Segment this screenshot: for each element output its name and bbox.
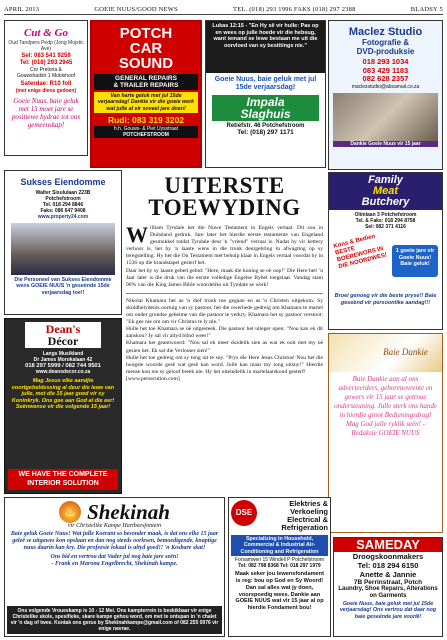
impala-logo: Impala Slaghuis (212, 95, 319, 121)
shekinah-title: Shekinah (87, 500, 170, 524)
dse-electrical-ad: DSE Elektries & Verkoeling Electrical & Refrigeration Specializing in Household, Commercial & Industrial Air-Conditioning and Refrigeration Forsamweri 15 Windell P Potchefstroom Tel: 082 798 8368 Tel: 018 297 1979 Maak seker jou lewensfondament is reg: bou op God en Sy Woord! Dan sal alles wat jy doen, voorspoedig wees. Dankie aan GOEIE NUUS wat vir 15 jaar al op hierdie Fondament bou! (228, 497, 331, 637)
sukses-logo: Sukses Eiendomme (20, 177, 106, 187)
family-meat-butchery-ad: Family Meat Butchery Olimlaan 3 Potchefstroom Tel. & Faks: 018 294 8758 Sel: 082 371 4116 Kons & Bedien BESTE BOEREWORS IN DIE NOORDWES! 1 goeie jare vir Goeie Nuus! Baie geluk! Broei genoeg vir die beste pryse!! Baie geseënd vir persoonlike aandag!!! (328, 172, 443, 330)
issue-date: APRIL 2013 (4, 6, 40, 13)
article-body: William Tyndale het die Nuwe Testament in Engels vertaal. Dit sou in Duitsland gedruk. Jare later het hierdie eerste testamente van Engeland gesmokkel totdat Tyndale deur 'n "vriend" verraai is. Nadat hy vir kettery verhoor is, het hy 'n laaste wens in die tronk deurgebring in afwagting op sy teregstelling. Hy het die Ou Testament met behulp klaar in Engels vertaal voordat hy in 1536 op die brandstapel gesterf het. Daar het hy sy laaste gebed gebid: "Here, maak die koning se oë oop!" Die Here het! 'n Jaar later is die druk van die eerste volledige Engelse Bybel toegelaat. Vandag stam 90% van die King James Bible woordeliks uit Tyndale se werk! Nikolai Khamara het as 'n dief tronk toe gegaan en as 'n Christen uitgekom. Sy skuldbelydenis oortuig van sy pastoor, het die owerhede gedreig om Khamara te martel om onder grondse geheime van die pastoor te verkry. Khamara het sy pastoor verstoot: "Ek gee nie om om vir Christus te ly nie." Hulle het toe Khamara se oë uitgesteek. Die pastoor het uiteger open: "Nou kan ek dit aanskou? Jy sal vir altyd blind wees!" Khamara het geantwoord: "Nou sal ek meer duidelik sien as wat ek ooit met my oë gesien het. Ek sal die Verlosser sien!" Hulle het toe gedreig om sy tong uit te sny. "Prys die Here Jesus Christus! Nou het die hoogste woorde gesê wat gesê kan word. Julle kan maar my tong uitsny!" Hierdie mense kon nie sy geloof breek nie. Hy het uiteindelik in martelaarskoud gesterf! [www.persecution.com] (126, 222, 323, 382)
flame-icon: ♨ (59, 501, 81, 523)
contact-line: TEL. (018) 293 1996 FAKS (018) 297 2388 (233, 6, 356, 13)
shekinah-ad: ♨ Shekinah vir Christelike Kampe Hartbeesfontein Baie geluk Goeie Nuus! Wat julle Koerant so besonder maak, is dat ons elke 15 jaar geleë se uitgawes kon opslaan en dan nog steeds oorlesen, bemoedigende, knaptige nuus daarin kan kry. Die profeesie lokaal is altyd goed!! 'n Kosbare skat! Ons bid en vertrou dat Vader jul nog baie jare seën! - Frank en Marona Engelbrecht, Shekinah kampe. Ons volgende Vroueskamp is 10 - 12 Mei. Ons kampterrein is beskikbaar vir enige Christelike skole, spesifieke, skare kampe gehou word, om met te ontspan in 'n chalet vir 'n dag of twee. Kontak ons gerus by Shekinahkampe@gmail.com of 082 255 0976 vir enige navrae. (4, 497, 225, 637)
impala-slaghuis-ad: Lukas 12:15 - "En Hy sê vir hulle: Pas op en wees op julle hoede vir die hebsug, want iemand se lewe bestaan me uit die oorvloed van sy besittings nie." Goeie Nuus, baie geluk met jul 15de verjaarsdag! Impala Slaghuis Retiefstr. 46 Potchefstroom Tel: (018) 297 1171 (205, 20, 326, 168)
page-header (4, 3, 443, 15)
baie-dankie-notice: Baie Dankie Baie Dankie aan al ons adverteerders, geborenovrente en gewers vir 15 jaar se getroue ondersteuning. Julle sterk ons hande in hierdie groot Bedieningsdrag! Mag God julle ryklik seën! - Redaksie GOEIE NUUS (328, 333, 443, 533)
cut-and-go-logo: Cut & Go (23, 27, 68, 39)
article-title: UITERSTE TOEWYDING (148, 175, 301, 220)
drop-cap: W (126, 222, 148, 247)
anniversary-badge: 1 goeie jare vir Goeie Nuus! Baie geluk! (392, 245, 438, 277)
interior-solution-banner: WE HAVE THE COMPLETE INTERIOR SOLUTION (8, 469, 118, 490)
potch-car-sound-ad: POTCH CAR SOUND GENERAL REPAIRS & TRAILER REPAIRS Van harte geluk met jul 15de verjaarsdag! Dankie vir die goeie werk wat julle al vir soveel jare doen! Rudi: 083 319 3202 h.h. Gouws- & Piet Uysstraat POTCHEFSTROOM (90, 20, 202, 168)
maclez-studio-ad: Maclez Studio Fotografie & DVD-produksie 018 293 1034 083 429 1183 082 628 2357 maclezstudio@absamail.co.za Dankie Goeie Nuus vir 15 jaar (328, 20, 443, 170)
sameday-drycleaners-ad: SAMEDAY Droogskoonmakers Tel: 018 294 6150 Anette & Jannie 7B Perrinstraat, Potch Laundry, Shoe Repairs, Alterations on Garments Goeie Nuus, baie geluk met jul 15de verjaarsdag! Ons vertrou dat daar nog baie geseënde jare voorlê! (333, 537, 443, 637)
staff-photo (11, 223, 115, 275)
deans-decor-ad: Dean's Décor Langs Musikland Dr James Morokalaan 42 018 297 5999 / 082 744 9501 www.deansdecor.co.za Mag Jesus elke aandjie voortgeheblessing al deur die lewe van julle, met die 15 jaar goed vir sy Koninkryk. Ons gee aan God al die eer! Seënwense vir die volgende 15 jaar! WE HAVE THE COMPLETE INTERIOR SOLUTION (4, 318, 122, 494)
maclez-title: Maclez Studio (348, 26, 423, 38)
butchery-logo: Family Meat Butchery (329, 173, 442, 210)
sameday-title: SAMEDAY (334, 538, 442, 552)
deans-decor-logo: Dean's Décor (25, 322, 101, 348)
rudi-phone: Rudi: 083 319 3202 (107, 115, 185, 126)
cut-and-go-wish: Goeie Nuus, baie geluk met 15 moet jare se positiewe bydrae tot ons gemeenskap! (11, 97, 81, 129)
page-number: BLADSY 5 (410, 6, 443, 13)
flower-emblem: Baie Dankie (329, 334, 442, 372)
cut-and-go-ad: Cut & Go Oud Tandpers Pedp (Jong Mojstic Ave) Sel: 083 541 9259 Tel: (018) 293 2945 Cnr Pretoria & Gouwshadstr 1 Mobishoof Saterdae: R10 foll (met enige diens gedoen) Goeie Nuus, baie geluk met 15 moet jare se positiewe bydrae tot ons gemeenskap! (4, 20, 88, 156)
dse-logo: DSE (231, 500, 257, 526)
sukses-eiendomme-ad: Sukses Eiendomme Walter Sisululaan 223B Potchefstroom Tel. 018 294 8846 Faks: 086 647 9408 www.property24.com Die Personeel van Sukses Eiendomme wens GOEIE NUUS 'n geseënde 15de verjaarsdag toe!! (4, 170, 122, 315)
studio-photo (333, 93, 438, 141)
paper-name: GOEIE NUUS/GOOD NEWS (94, 6, 178, 13)
